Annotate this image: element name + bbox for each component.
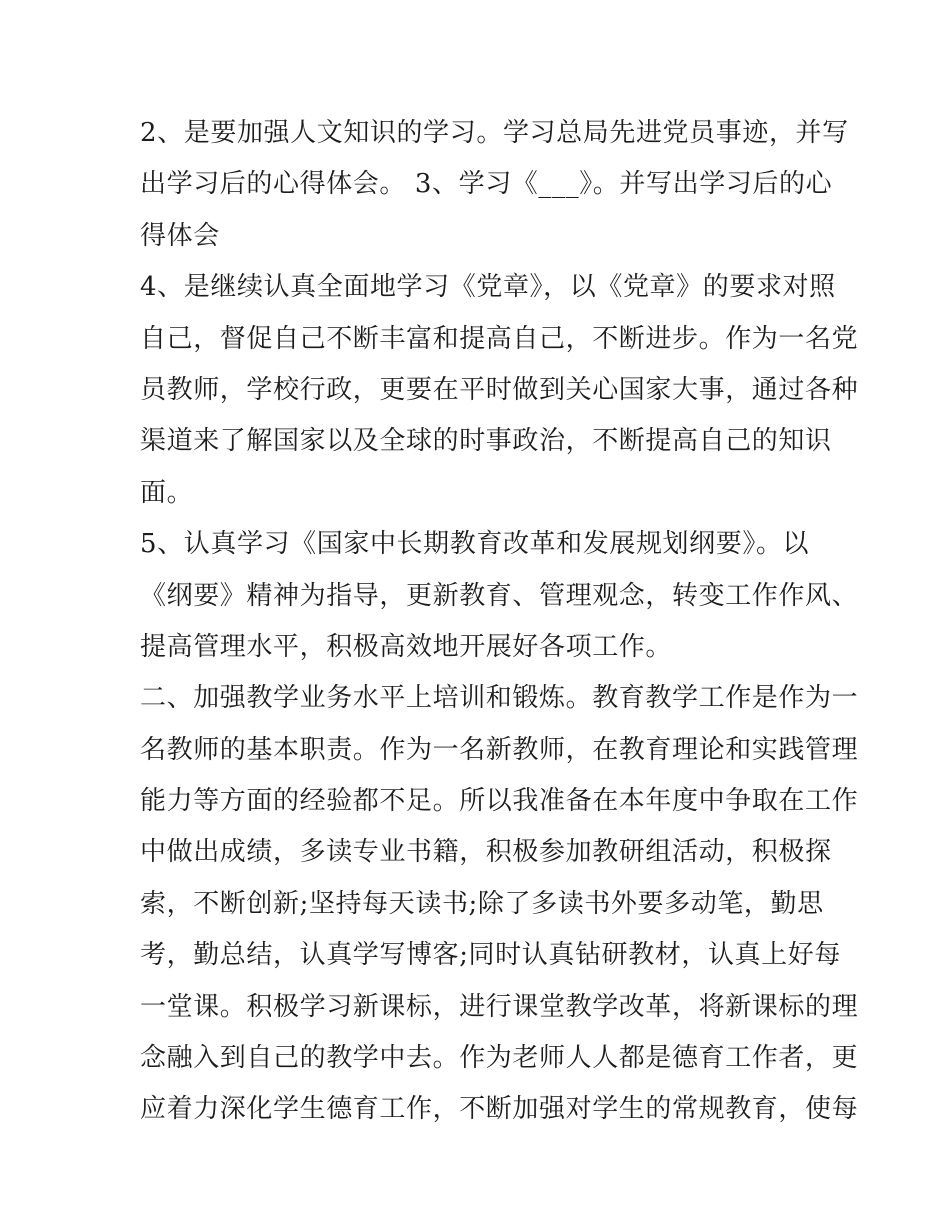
text-line: 员教师，学校行政，更要在平时做到关心国家大事，通过各种	[140, 374, 859, 405]
text-line: 面。	[140, 477, 194, 508]
text-line: 一堂课。积极学习新课标，进行课堂教学改革，将新课标的理	[140, 991, 859, 1022]
text-line: 中做出成绩，多读专业书籍，积极参加教研组活动，积极探	[140, 837, 832, 868]
text-line: 出学习后的心得体会。 3、学习《___》。并写出学习后的心	[140, 169, 833, 200]
text-line: 名教师的基本职责。作为一名新教师，在教育理论和实践管理	[140, 734, 859, 765]
text-line: 5、认真学习《国家中长期教育改革和发展规划纲要》。以	[140, 529, 810, 560]
text-line: 考，勤总结，认真学写博客;同时认真钻研教材，认真上好每	[140, 940, 841, 971]
body-text	[140, 108, 859, 1136]
text-line: 提高管理水平，积极高效地开展好各项工作。	[140, 631, 673, 662]
text-line: 自己，督促自己不断丰富和提高自己，不断进步。作为一名党	[140, 323, 859, 354]
text-line: 二、加强教学业务水平上培训和锻炼。教育教学工作是作为一	[140, 683, 859, 714]
text-line: 渠道来了解国家以及全球的时事政治，不断提高自己的知识	[140, 426, 832, 457]
text-line: 念融入到自己的教学中去。作为老师人人都是德育工作者，更	[140, 1043, 859, 1074]
text-line: 4、是继续认真全面地学习《党章》，以《党章》的要求对照	[140, 272, 836, 303]
text-line: 索，不断创新;坚持每天读书;除了多读书外要多动笔，勤思	[140, 888, 824, 919]
text-line: 应着力深化学生德育工作，不断加强对学生的常规教育，使每	[140, 1094, 859, 1125]
text-line: 《纲要》精神为指导，更新教育、管理观念，转变工作作风、	[140, 580, 859, 611]
text-line: 能力等方面的经验都不足。所以我准备在本年度中争取在工作	[140, 786, 859, 817]
text-line: 得体会	[140, 220, 220, 251]
text-line: 2、是要加强人文知识的学习。学习总局先进党员事迹，并写	[140, 118, 849, 148]
